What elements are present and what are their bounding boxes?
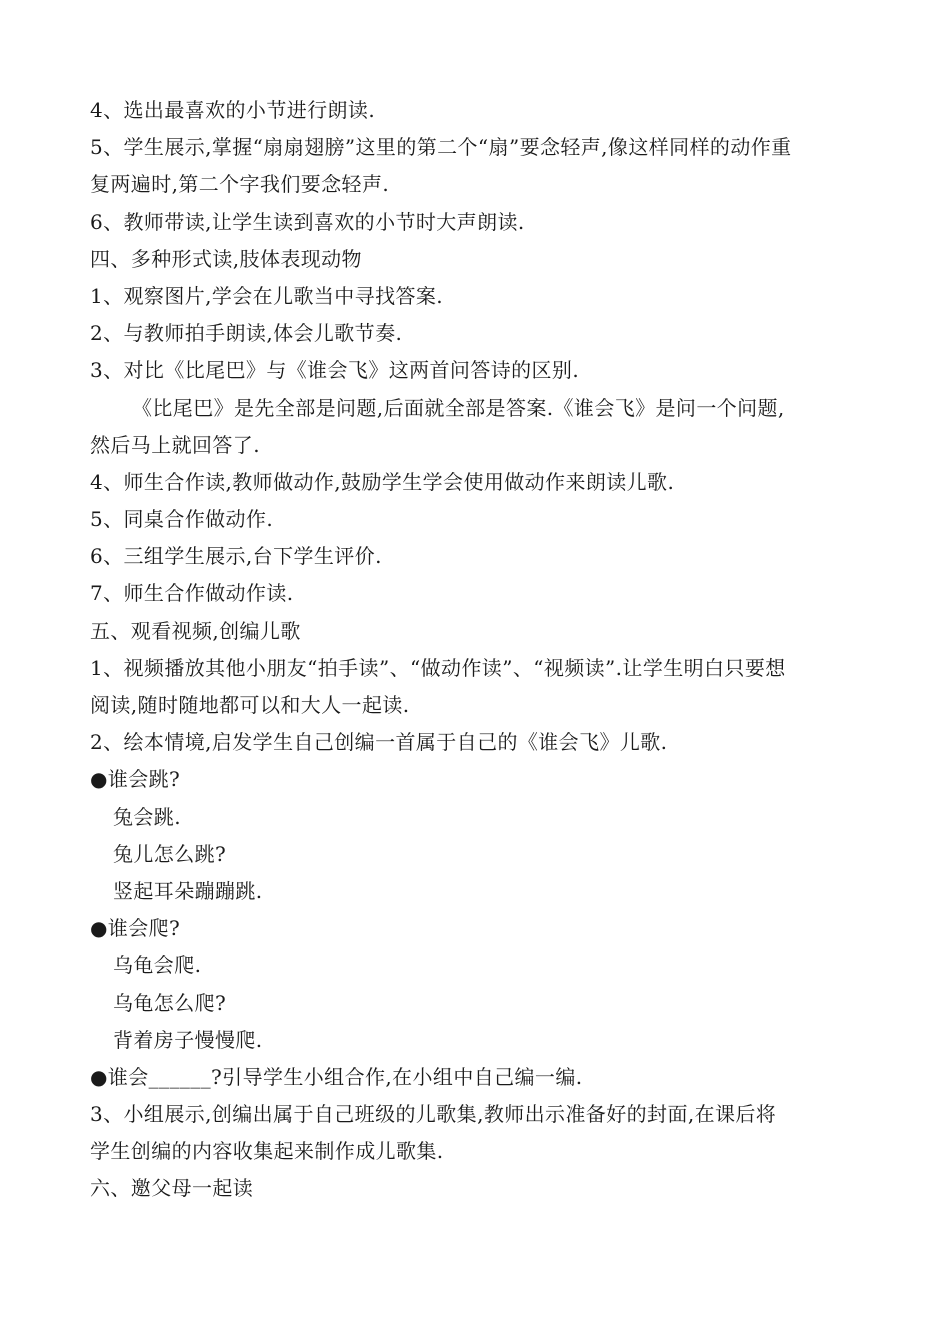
text-line-10: 然后马上就回答了. (90, 432, 260, 457)
text-line-13: 6、三组学生展示,台下学生评价. (90, 544, 382, 569)
bullet-item-jump: ●谁会跳? (90, 767, 181, 792)
poem-line-20: 兔会跳. (113, 804, 181, 829)
text-line-4: 6、教师带读,让学生读到喜欢的小节时大声朗读. (90, 209, 525, 234)
text-line-11: 4、师生合作读,教师做动作,鼓励学生学会使用做动作来朗读儿歌. (90, 469, 675, 494)
text-line-12: 5、同桌合作做动作. (90, 507, 274, 532)
section-heading-5: 五、观看视频,创编儿歌 (90, 618, 301, 643)
poem-line-22: 竖起耳朵蹦蹦跳. (113, 878, 263, 903)
text-line-9: 《比尾巴》是先全部是问题,后面就全部是答案.《谁会飞》是问一个问题, (132, 395, 785, 420)
text-line-1: 4、选出最喜欢的小节进行朗读. (90, 98, 376, 122)
bullet-item-crawl: ●谁会爬? (90, 916, 181, 941)
poem-line-24: 乌龟会爬. (113, 953, 202, 978)
text-line-3: 复两遍时,第二个字我们要念轻声. (90, 172, 390, 197)
section-heading-6: 六、邀父母一起读 (90, 1176, 254, 1201)
text-line-28: 3、小组展示,创编出属于自己班级的儿歌集,教师出示准备好的封面,在课后将 (90, 1102, 777, 1127)
bullet-item-blank: ●谁会______?引导学生小组合作,在小组中自己编一编. (90, 1064, 583, 1089)
document-page (90, 92, 880, 1208)
text-line-14: 7、师生合作做动作读. (90, 581, 294, 606)
text-line-7: 2、与教师拍手朗读,体会儿歌节奏. (90, 321, 403, 346)
text-line-18: 2、绘本情境,启发学生自己创编一首属于自己的《谁会飞》儿歌. (90, 730, 668, 755)
text-line-8: 3、对比《比尾巴》与《谁会飞》这两首问答诗的区别. (90, 358, 580, 383)
text-line-6: 1、观察图片,学会在儿歌当中寻找答案. (90, 283, 444, 308)
text-line-29: 学生创编的内容收集起来制作成儿歌集. (90, 1139, 444, 1164)
text-line-16: 1、视频播放其他小朋友“拍手读”、“做动作读”、“视频读”.让学生明白只要想 (90, 655, 786, 680)
section-heading-4: 四、多种形式读,肢体表现动物 (90, 246, 362, 271)
poem-line-25: 乌龟怎么爬? (113, 990, 227, 1015)
text-line-17: 阅读,随时随地都可以和大人一起读. (90, 693, 410, 717)
text-line-2: 5、学生展示,掌握“扇扇翅膀”这里的第二个“扇”要念轻声,像这样同样的动作重 (90, 135, 792, 160)
poem-line-21: 兔儿怎么跳? (113, 841, 227, 866)
poem-line-26: 背着房子慢慢爬. (113, 1027, 263, 1052)
